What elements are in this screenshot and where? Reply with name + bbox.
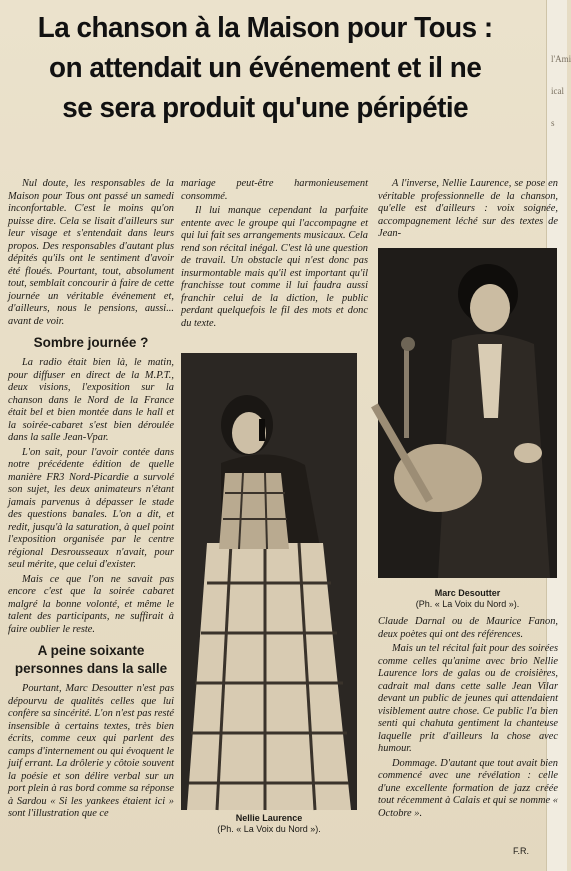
paragraph: Il lui manque cependant la parfaite entente avec le groupe qui l'accompagne et qui lui fait ses arrangements musicaux. Cela rend son récital inégal. C'est là une question de travail. Un obstacle qui n'est donc pas insurmontable mais qu'il est important qu'il franchisse tout comme il lui faudra aussi franchir celui de la diction, le public perdant quelquefois le fil des mots et donc du texte. xyxy=(181,205,368,329)
photo-caption-marc xyxy=(378,588,557,610)
caption-name: Marc Desoutter xyxy=(434,588,501,598)
article-column-2 xyxy=(181,178,368,332)
subheading: Sombre journée ? xyxy=(33,335,149,350)
edge-fragment: s xyxy=(551,118,555,128)
paragraph: La radio était bien là, le matin, pour diffuser en direct de la M.P.T., deux visions, l'exposition sur la chanson dans le Nord de la France était bel et bien montée dans le hall et la soirée-cabaret s'est bien déroulée dans la salle Jean-Vpar. xyxy=(8,357,174,443)
headline-line-1: La chanson à la Maison pour Tous : xyxy=(37,12,493,44)
caption-credit: (Ph. « La Voix du Nord »). xyxy=(217,824,321,834)
article-column-1 xyxy=(8,178,174,823)
subheading: A peine soixante personnes dans la salle xyxy=(14,643,168,676)
paragraph: Mais un tel récital fait pour des soirées comme celles qu'anime avec brio Nellie Laurence lors de galas ou de croisières, cadrait mal dans cette salle Jean Vilar devant un public de jeunes qui attendaient visiblement autre chose. Ce public l'a bien senti qui chahuta gentiment la chanteuse laquelle prit d'ailleurs la chose avec humour. xyxy=(378,643,558,754)
paragraph: Dommage. D'autant que tout avait bien commencé avec une révélation : celle d'une excellente formation de jazz créée tout récemment à Calais et qui se nomme « Octobre ». xyxy=(378,757,558,819)
photo-marc-desoutter xyxy=(378,248,557,578)
guitarist-photo-illustration xyxy=(378,248,557,578)
caption-name: Nellie Laurence xyxy=(235,813,303,823)
edge-fragment: l'Ami xyxy=(551,54,571,64)
paragraph: mariage peut-être harmonieusement consommé. xyxy=(181,178,368,202)
photo-nellie-laurence xyxy=(181,353,357,810)
paragraph: Pourtant, Marc Desoutter n'est pas dépourvu de qualités celles que lui confère sa sincérité. L'on n'est pas resté insensible à certains textes, très bien écrits, comme ceux qui parlent des camps d'internement ou qui évoquent le juif errant. La drôlerie y côtoie souvent la poésie et son délire verbal sur un port plein à ras bord comme sa réponse à Sardou « Si les yankees étaient ici » sont l'illustration que ce xyxy=(8,683,174,819)
paragraph: Claude Darnal ou de Maurice Fanon, deux poètes qui ont des références. xyxy=(378,616,558,640)
edge-fragment: ical xyxy=(551,86,564,96)
photo-caption-nellie xyxy=(181,813,357,835)
article-headline xyxy=(6,8,524,128)
paragraph: L'on sait, pour l'avoir contée dans notre précédente édition de quelle manière FR3 Nord-Picardie a survolé son sujet, les deux animateurs n'étant jamais parvenus à dépasser le stade des questions banales. L'on a dit, et redit, jusqu'à la saturation, à quel point l'exposition organisée par le centre régional Desrousseaux n'avait, pour seul mérite, que celui d'exister. xyxy=(8,446,174,570)
caption-credit: (Ph. « La Voix du Nord »). xyxy=(415,599,520,609)
article-column-3 xyxy=(378,178,558,243)
paragraph: Nul doute, les responsables de la Maison pour Tous ont passé un samedi inconfortable. C'est le moins qu'on puisse dire. Cela se lisait d'ailleurs sur leur visage et s'entendait dans leurs propos. Des responsables d'autant plus dépités qu'ils ont le sentiment d'avoir été floués. Pourtant, tout, absolument tout, semblait concourir à faire de cette journée un véritable événement et, d'ailleurs, nous le pensions, aussi... avant de voir. xyxy=(8,178,174,327)
headline-line-2: on attendait un événement et il ne xyxy=(49,52,482,84)
headline-line-3: se sera produit qu'une péripétie xyxy=(62,92,469,124)
article-column-3-continued xyxy=(378,616,558,822)
singer-photo-illustration xyxy=(181,353,357,810)
paragraph: A l'inverse, Nellie Laurence, se pose en véritable professionnelle de la chanson, qu'elle est d'ailleurs : voix soignée, accompagnement léché sur des textes de Jean- xyxy=(378,178,558,239)
author-signature: F.R. xyxy=(512,846,529,856)
paragraph: Mais ce que l'on ne savait pas encore c'est que la soirée cabaret malgré la bonne volonté, et même le talent des participants, ne suffirait à faire oublier le reste. xyxy=(8,573,174,635)
